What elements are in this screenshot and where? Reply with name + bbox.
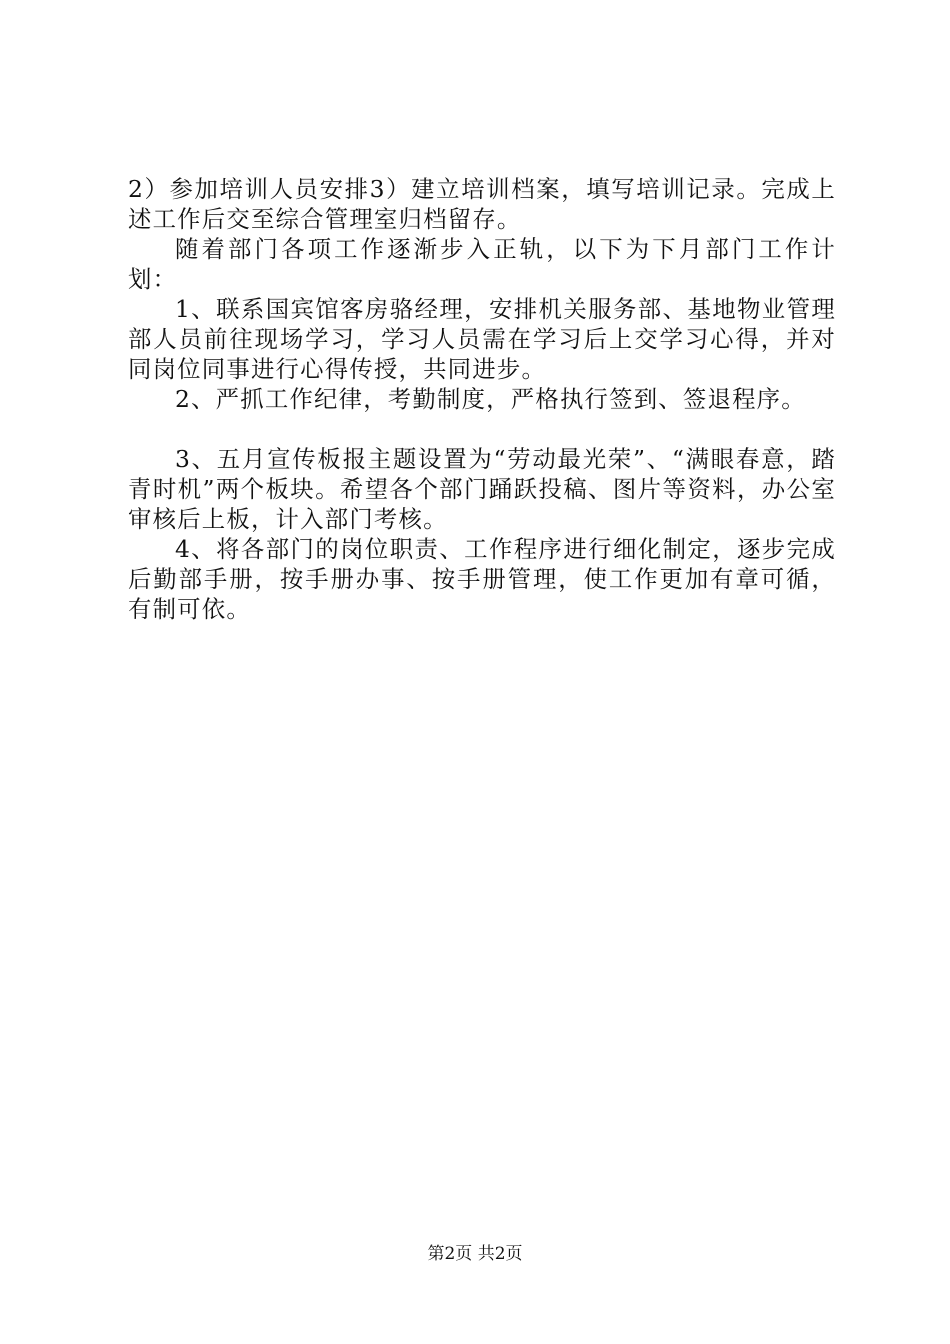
document-body	[128, 174, 836, 624]
page-footer	[0, 1242, 950, 1266]
paragraph-plan-item-3: 3、五月宣传板报主题设置为“劳动最光荣”、“满眼春意，踏青时机”两个板块。希望各个部门踊跃投稿、图片等资料，办公室审核后上板，计入部门考核。	[128, 445, 836, 533]
paragraph-plan-item-4: 4、将各部门的岗位职责、工作程序进行细化制定，逐步完成后勤部手册，按手册办事、按手册管理，使工作更加有章可循，有制可依。	[128, 535, 836, 623]
page-number-label: 第2页 共2页	[427, 1244, 523, 1264]
paragraph-training-arrangements: 2）参加培训人员安排3）建立培训档案，填写培训记录。完成上述工作后交至综合管理室归档留存。	[128, 175, 836, 233]
paragraph-plan-item-2: 2、严抓工作纪律，考勤制度，严格执行签到、签退程序。	[175, 385, 806, 413]
paragraph-next-month-plan-intro: 随着部门各项工作逐渐步入正轨，以下为下月部门工作计划：	[128, 235, 836, 293]
paragraph-plan-item-1: 1、联系国宾馆客房骆经理，安排机关服务部、基地物业管理部人员前往现场学习，学习人员需在学习后上交学习心得，并对同岗位同事进行心得传授，共同进步。	[128, 295, 836, 383]
